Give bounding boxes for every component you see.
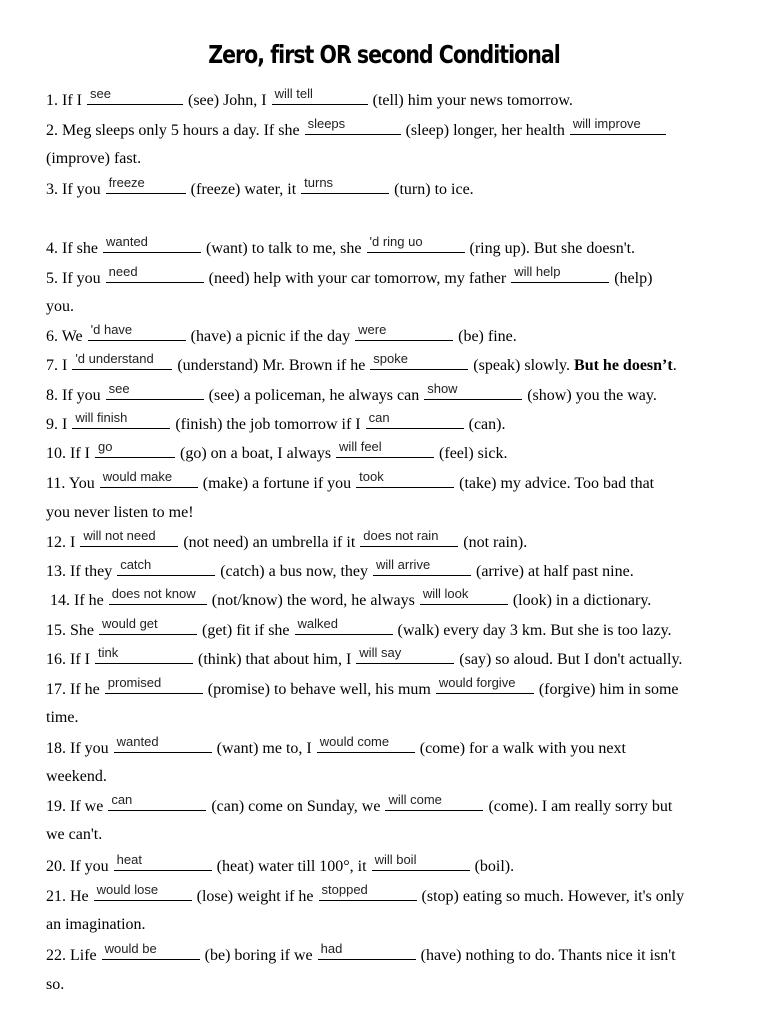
question-text: (come). I am really sorry but xyxy=(488,798,673,815)
question-16 xyxy=(46,645,683,670)
answer-blank[interactable] xyxy=(80,528,178,547)
question-text: 16. If I xyxy=(46,651,90,668)
answer-text: will finish xyxy=(75,410,128,425)
answer-text: can xyxy=(368,410,390,425)
answer-blank[interactable] xyxy=(88,322,186,341)
question-text: (sleep) longer, her health xyxy=(405,122,565,139)
question-17 xyxy=(46,675,679,700)
question-text: (freeze) water, it xyxy=(190,181,297,198)
question-21-continuation xyxy=(46,915,146,935)
answer-text: will help xyxy=(514,264,561,279)
answer-text: would get xyxy=(102,616,158,631)
question-text: 17. If he xyxy=(46,681,100,698)
question-text: (heat) water till 100°, it xyxy=(216,858,367,875)
answer-text: does not know xyxy=(111,586,196,601)
answer-text: show xyxy=(427,381,458,396)
answer-text: 'd ring uo xyxy=(369,234,423,249)
answer-blank[interactable] xyxy=(366,410,464,429)
answer-text: can xyxy=(111,792,133,807)
question-text: (finish) the job tomorrow if I xyxy=(175,416,361,433)
question-text: (see) a policeman, he always can xyxy=(208,387,420,404)
answer-blank[interactable] xyxy=(99,616,197,635)
question-13 xyxy=(46,557,634,582)
question-text: (not need) an umbrella if it xyxy=(183,534,356,551)
answer-text: 'd understand xyxy=(75,351,154,366)
question-text: (stop) eating so much. However, it's only xyxy=(421,888,685,905)
question-text: (promise) to behave well, his mum xyxy=(207,681,431,698)
question-text: 9. I xyxy=(46,416,68,433)
question-18 xyxy=(46,734,626,759)
answer-blank[interactable] xyxy=(72,351,172,370)
question-text: 4. If she xyxy=(46,240,98,257)
answer-blank[interactable] xyxy=(360,528,458,547)
question-text: 20. If you xyxy=(46,858,109,875)
answer-text: had xyxy=(320,941,343,956)
answer-text: will feel xyxy=(339,439,382,454)
answer-text: would be xyxy=(104,941,157,956)
question-2 xyxy=(46,116,667,141)
answer-text: see xyxy=(89,86,111,101)
question-21 xyxy=(46,882,685,907)
question-text: (get) fit if she xyxy=(202,622,290,639)
question-14 xyxy=(50,586,652,611)
answer-blank[interactable] xyxy=(367,234,465,253)
answer-blank[interactable] xyxy=(373,557,471,576)
question-text: (look) in a dictionary. xyxy=(512,592,652,609)
question-text: (show) you the way. xyxy=(527,387,657,404)
question-text: 7. I xyxy=(46,357,68,374)
question-19-continuation xyxy=(46,825,102,845)
question-5 xyxy=(46,264,653,289)
question-text: (arrive) at half past nine. xyxy=(476,563,634,580)
question-7 xyxy=(46,351,677,376)
question-text: (want) to talk to me, she xyxy=(205,240,362,257)
answer-text: will boil xyxy=(374,852,417,867)
question-text: we can't. xyxy=(46,826,103,843)
question-text: (have) a picnic if the day xyxy=(190,328,351,345)
question-text: an imagination. xyxy=(46,916,146,933)
question-text: 19. If we xyxy=(46,798,104,815)
question-text: (improve) fast. xyxy=(46,150,142,167)
answer-blank[interactable] xyxy=(72,410,170,429)
question-text: (take) my advice. Too bad that xyxy=(459,475,655,492)
question-text: (feel) sick. xyxy=(439,445,508,462)
answer-text: promised xyxy=(107,675,162,690)
question-text: (help) xyxy=(614,270,653,287)
answer-text: would make xyxy=(102,469,173,484)
question-4 xyxy=(46,234,636,259)
question-text: 10. If I xyxy=(46,445,90,462)
answer-blank[interactable] xyxy=(95,645,193,664)
answer-blank[interactable] xyxy=(109,586,207,605)
question-text: (forgive) him in some xyxy=(538,681,679,698)
question-text: you. xyxy=(46,298,74,315)
answer-text: freeze xyxy=(108,175,145,190)
question-text: (lose) weight if he xyxy=(196,888,314,905)
answer-blank[interactable] xyxy=(301,175,389,194)
question-text: 13. If they xyxy=(46,563,113,580)
answer-text: walked xyxy=(297,616,338,631)
question-text: weekend. xyxy=(46,768,107,785)
question-1 xyxy=(46,86,573,111)
answer-text: will tell xyxy=(274,86,313,101)
question-text: (can). xyxy=(468,416,506,433)
answer-blank[interactable] xyxy=(385,792,483,811)
question-17-continuation xyxy=(46,708,78,728)
question-text: 18. If you xyxy=(46,740,109,757)
question-text: 3. If you xyxy=(46,181,101,198)
question-text: 2. Meg sleeps only 5 hours a day. If she xyxy=(46,122,300,139)
question-text: (tell) him your news tomorrow. xyxy=(372,92,573,109)
answer-text: wanted xyxy=(116,734,159,749)
answer-blank[interactable] xyxy=(114,852,212,871)
answer-text: turns xyxy=(304,175,334,190)
answer-text: spoke xyxy=(373,351,408,366)
question-11 xyxy=(46,469,655,494)
answer-blank[interactable] xyxy=(436,675,534,694)
question-3 xyxy=(46,175,474,200)
answer-text: will improve xyxy=(572,116,641,131)
answer-blank[interactable] xyxy=(356,645,454,664)
question-text: 5. If you xyxy=(46,270,101,287)
question-18-continuation xyxy=(46,767,107,787)
question-text: (not/know) the word, he always xyxy=(211,592,415,609)
question-text: 6. We xyxy=(46,328,83,345)
question-2-continuation xyxy=(46,149,141,169)
answer-text: catch xyxy=(120,557,152,572)
question-9 xyxy=(46,410,506,435)
answer-text: sleeps xyxy=(307,116,346,131)
answer-blank[interactable] xyxy=(319,882,417,901)
answer-blank[interactable] xyxy=(105,675,203,694)
answer-text: took xyxy=(359,469,384,484)
answer-text: does not rain xyxy=(363,528,439,543)
answer-text: see xyxy=(108,381,130,396)
question-22-continuation xyxy=(46,975,64,995)
question-text: (go) on a boat, I always xyxy=(179,445,332,462)
answer-text: would forgive xyxy=(438,675,516,690)
answer-blank[interactable] xyxy=(424,381,522,400)
question-text: (come) for a walk with you next xyxy=(419,740,626,757)
worksheet-title: Zero, first OR second Conditional xyxy=(208,40,560,69)
answer-blank[interactable] xyxy=(106,381,204,400)
answer-text: need xyxy=(108,264,138,279)
question-text: 21. He xyxy=(46,888,89,905)
question-text: 15. She xyxy=(46,622,94,639)
question-text: (make) a fortune if you xyxy=(202,475,352,492)
answer-blank[interactable] xyxy=(511,264,609,283)
question-text: (speak) slowly. xyxy=(473,357,571,374)
question-text: (can) come on Sunday, we xyxy=(211,798,381,815)
answer-blank[interactable] xyxy=(372,852,470,871)
question-11-continuation xyxy=(46,503,194,523)
question-20 xyxy=(46,852,515,877)
answer-text: will arrive xyxy=(376,557,431,572)
question-text: (have) nothing to do. Thants nice it isn't xyxy=(420,947,676,964)
answer-text: stopped xyxy=(321,882,368,897)
answer-blank[interactable] xyxy=(100,469,198,488)
question-5-continuation xyxy=(46,297,74,317)
question-text: (see) John, I xyxy=(187,92,267,109)
question-text: 11. You xyxy=(46,475,95,492)
question-text: 14. If he xyxy=(50,592,104,609)
question-12 xyxy=(46,528,528,553)
question-text: time. xyxy=(46,709,79,726)
question-text: (boil). xyxy=(474,858,515,875)
answer-text: wanted xyxy=(105,234,148,249)
answer-blank[interactable] xyxy=(420,586,508,605)
question-text: (be) boring if we xyxy=(204,947,313,964)
question-text: (be) fine. xyxy=(458,328,517,345)
answer-blank[interactable] xyxy=(295,616,393,635)
answer-text: will come xyxy=(388,792,442,807)
answer-blank[interactable] xyxy=(318,941,416,960)
question-text: 12. I xyxy=(46,534,76,551)
answer-text: heat xyxy=(116,852,142,867)
question-15 xyxy=(46,616,672,641)
answer-text: tink xyxy=(97,645,119,660)
question-text: (walk) every day 3 km. But she is too lazy. xyxy=(397,622,672,639)
question-19 xyxy=(46,792,673,817)
answer-blank[interactable] xyxy=(106,175,186,194)
question-text: 8. If you xyxy=(46,387,101,404)
answer-text: were xyxy=(358,322,387,337)
answer-blank[interactable] xyxy=(106,264,204,283)
answer-blank[interactable] xyxy=(356,469,454,488)
answer-text: would come xyxy=(319,734,390,749)
answer-blank[interactable] xyxy=(317,734,415,753)
question-text: (say) so aloud. But I don't actually. xyxy=(459,651,683,668)
question-text: 1. If I xyxy=(46,92,82,109)
question-10 xyxy=(46,439,508,464)
emphasis-text: But he doesn’t xyxy=(574,357,673,374)
question-text: (think) that about him, I xyxy=(197,651,352,668)
question-text: (catch) a bus now, they xyxy=(220,563,368,580)
answer-text: would lose xyxy=(96,882,159,897)
question-22 xyxy=(46,941,676,966)
answer-text: will not need xyxy=(83,528,156,543)
answer-text: 'd have xyxy=(90,322,133,337)
answer-blank[interactable] xyxy=(95,439,175,458)
answer-blank[interactable] xyxy=(114,734,212,753)
question-text: you never listen to me! xyxy=(46,504,194,521)
answer-blank[interactable] xyxy=(305,116,401,135)
question-text: 22. Life xyxy=(46,947,97,964)
answer-blank[interactable] xyxy=(117,557,215,576)
answer-blank[interactable] xyxy=(87,86,183,105)
question-text: so. xyxy=(46,976,65,993)
question-text: (turn) to ice. xyxy=(394,181,474,198)
answer-blank[interactable] xyxy=(102,941,200,960)
answer-blank[interactable] xyxy=(370,351,468,370)
question-8 xyxy=(46,381,657,406)
question-text: (need) help with your car tomorrow, my father xyxy=(208,270,507,287)
question-text: (ring up). But she doesn't. xyxy=(469,240,636,257)
answer-blank[interactable] xyxy=(108,792,206,811)
answer-text: will look xyxy=(422,586,469,601)
question-6 xyxy=(46,322,517,347)
answer-blank[interactable] xyxy=(355,322,453,341)
answer-blank[interactable] xyxy=(103,234,201,253)
question-text: . xyxy=(672,357,677,374)
question-text: (want) me to, I xyxy=(216,740,312,757)
answer-text: go xyxy=(97,439,113,454)
question-text: (not rain). xyxy=(463,534,528,551)
question-text: (understand) Mr. Brown if he xyxy=(177,357,366,374)
answer-blank[interactable] xyxy=(570,116,666,135)
answer-blank[interactable] xyxy=(94,882,192,901)
answer-blank[interactable] xyxy=(272,86,368,105)
answer-blank[interactable] xyxy=(336,439,434,458)
answer-text: will say xyxy=(359,645,402,660)
